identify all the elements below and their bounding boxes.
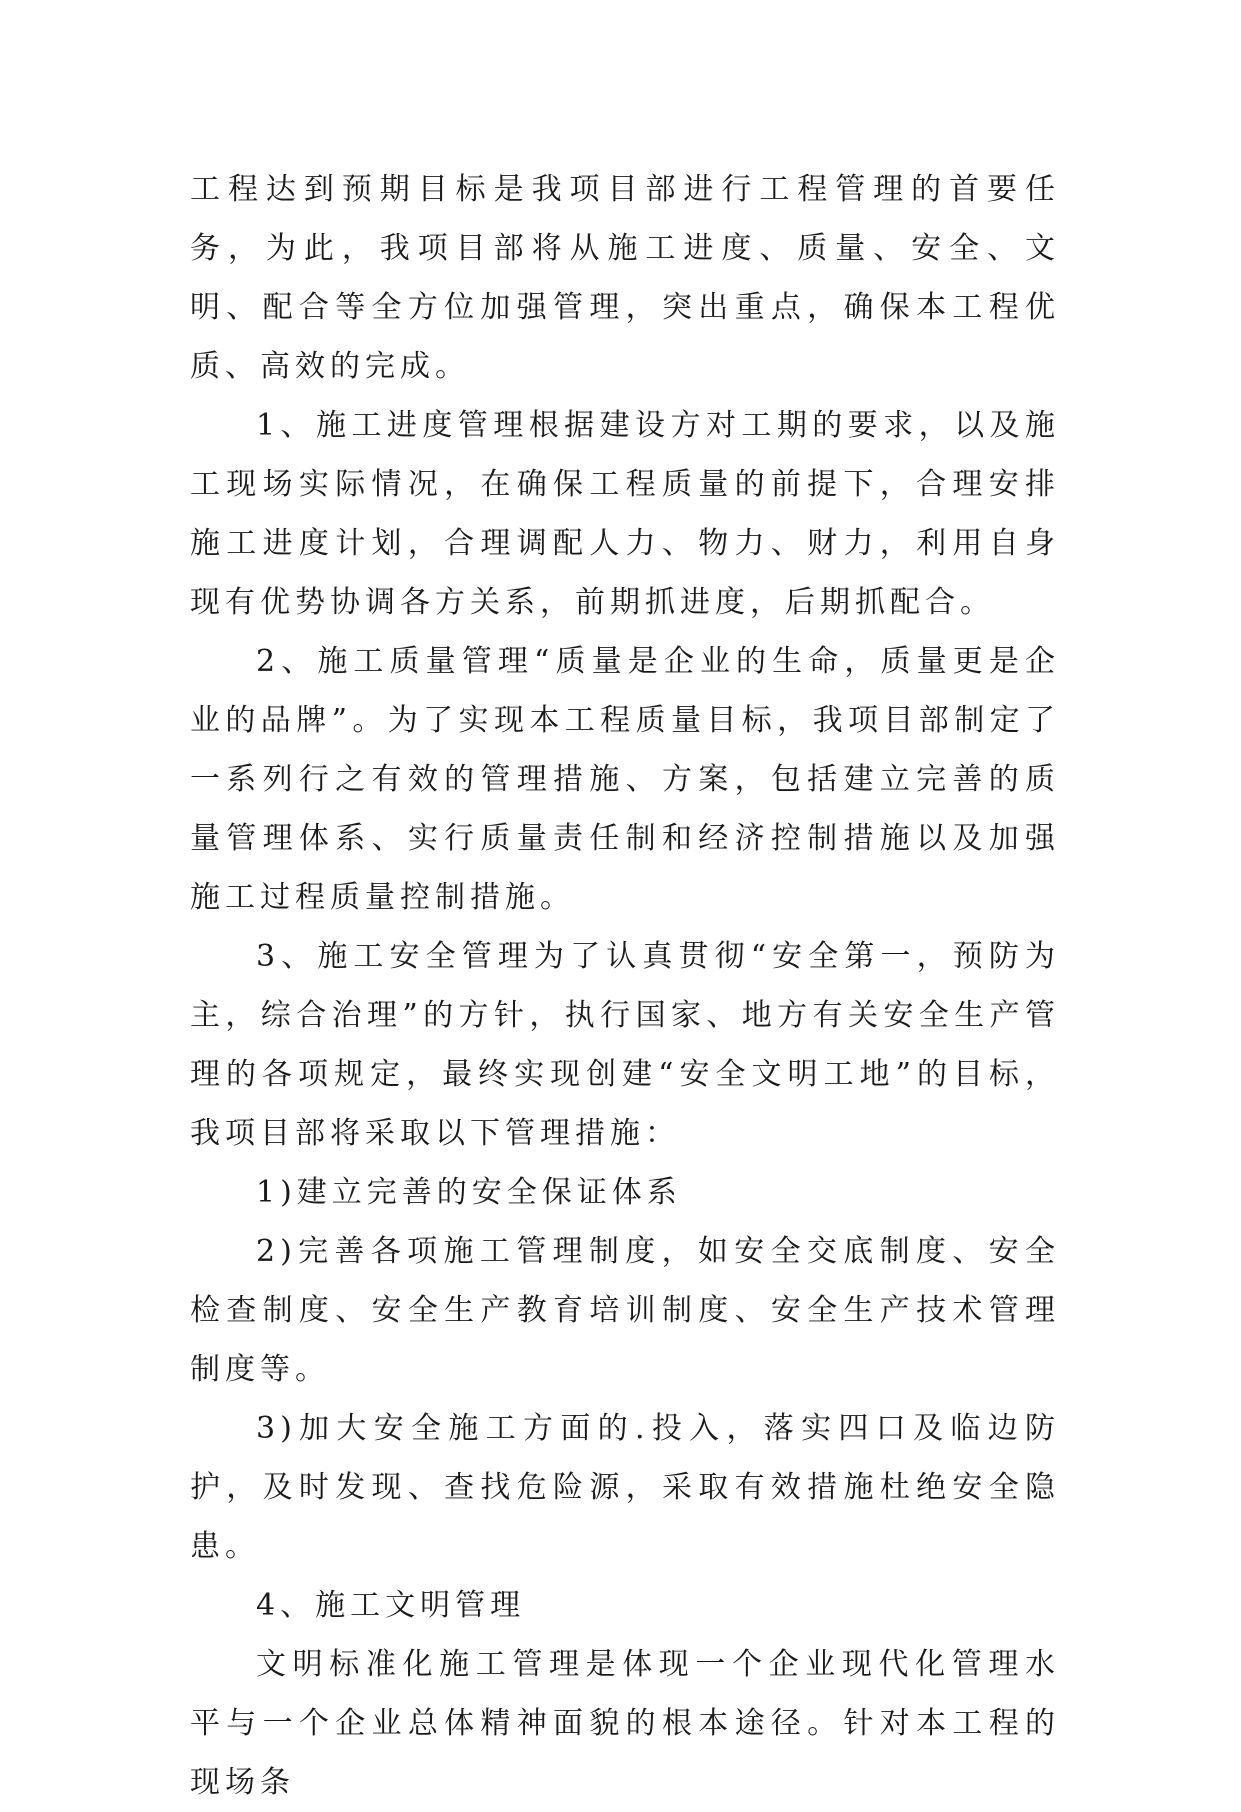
list-item-safety-system: 1)建立完善的安全保证体系: [256, 1175, 682, 1210]
list-item-management-rules: 2)完善各项施工管理制度，如安全交底制度、安全检查制度、安全生产教育培训制度、安全生产技术管理制度等。: [190, 1234, 1060, 1387]
document-body: [190, 160, 1060, 1812]
paragraph-civilized-management: 文明标准化施工管理是体现一个企业现代化管理水平与一个企业总体精神面貌的根本途径。针对本工程的现场条: [190, 1647, 1060, 1800]
list-item-safety-investment: 3)加大安全施工方面的.投入，落实四口及临边防护，及时发现、查找危险源，采取有效措施杜绝安全隐患。: [190, 1411, 1060, 1564]
paragraph-schedule-management: 1、施工进度管理根据建设方对工期的要求，以及施工现场实际情况，在确保工程质量的前提下，合理安排施工进度计划，合理调配人力、物力、财力，利用自身现有优势协调各方关系，前期抓进度，后期抓配合。: [190, 408, 1060, 620]
paragraph-intro: 工程达到预期目标是我项目部进行工程管理的首要任务，为此，我项目部将从施工进度、质量、安全、文明、配合等全方位加强管理，突出重点，确保本工程优质、高效的完成。: [190, 172, 1060, 384]
paragraph-quality-management: 2、施工质量管理“质量是企业的生命，质量更是企业的品牌”。为了实现本工程质量目标，我项目部制定了一系列行之有效的管理措施、方案，包括建立完善的质量管理体系、实行质量责任制和经济控制措施以及加强施工过程质量控制措施。: [190, 644, 1060, 915]
paragraph-safety-management: 3、施工安全管理为了认真贯彻“安全第一，预防为主，综合治理”的方针，执行国家、地方有关安全生产管理的各项规定，最终实现创建“安全文明工地”的目标，我项目部将采取以下管理措施：: [190, 939, 1060, 1151]
section-heading-civilized-management: 4、施工文明管理: [256, 1588, 526, 1623]
